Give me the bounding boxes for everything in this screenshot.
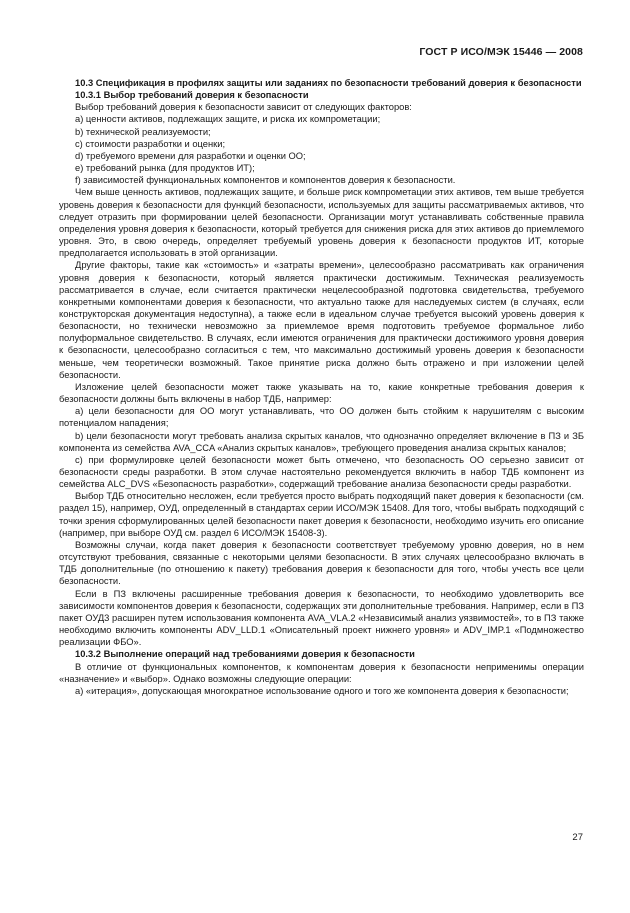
subsection-title: 10.3.2 Выполнение операций над требованиями доверия к безопасности [75,649,415,660]
paragraph: Изложение целей безопасности может также указывать на то, какие конкретные требования доверия к безопасности должны быть включены в набор ТДБ, например: [59,381,584,405]
list-item: с) стоимости разработки и оценки; [75,138,226,149]
page-number: 27 [572,832,583,843]
paragraph: Выбор требований доверия к безопасности зависит от следующих факторов: [75,102,412,113]
list-item: d) требуемого времени для разработки и оценки ОО; [75,150,306,161]
list-item: f) зависимостей функциональных компонентов и компонентов доверия к безопасности. [75,175,456,186]
list-item: а) ценности активов, подлежащих защите, и риска их компрометации; [75,114,381,125]
running-header: ГОСТ Р ИСО/МЭК 15446 — 2008 [419,46,583,58]
section-title: 10.3 Спецификация в профилях защиты или заданиях по безопасности требований доверия к безопасности [75,78,582,88]
document-body [59,77,584,697]
list-item: а) цели безопасности для ОО могут устанавливать, что ОО должен быть стойким к нарушителям с высоким потенциалом нападения; [59,406,584,429]
list-item: b) цели безопасности могут требовать анализа скрытых каналов, что однозначно определяет включение в ПЗ и ЗБ компонента из семейства AVA_CCA «Анализ скрытых каналов», требующего проведения анализа скрытых каналов; [59,430,584,453]
list-item: е) требований рынка (для продуктов ИТ); [75,163,255,174]
list-item: с) при формулировке целей безопасности может быть отмечено, что безопасность ОО серьезно зависит от безопасности среды разработки. В этом случае настоятельно рекомендуется включить в набор ТДБ компонент из семейства ALC_DVS «Безопасность разработки», содержащий требование анализа безопасности среды разработки. [59,454,584,490]
paragraph: Выбор ТДБ относительно несложен, если требуется просто выбрать подходящий пакет доверия к безопасности (см. раздел 15), например, ОУД, определенный в стандартах серии ИСО/МЭК 15408. Для того, чтобы выбрать подходящий с точки зрения сформулированных целей безопасности пакет доверия к безопасности, необходимо изучить его описание (например, при выборе ОУД см. раздел 6 ИСО/МЭК 15408-3). [59,491,584,538]
subsection-title: 10.3.1 Выбор требований доверия к безопасности [75,90,309,101]
list-item: b) технической реализуемости; [75,126,211,137]
paragraph: Возможны случаи, когда пакет доверия к безопасности соответствует требуемому уровню доверия, но в нем отсутствуют требования, связанные с некоторыми целями безопасности. В этих случаях целесообразно включать в ТДБ дополнительные (по отношению к пакету) требования доверия к безопасности для того, чтобы учесть все цели безопасности. [59,539,584,587]
paragraph: Чем выше ценность активов, подлежащих защите, и больше риск компрометации этих активов, тем выше требуется уровень доверия к безопасности для функций безопасности, используемых для защиты рассматриваемых активов, что следует отразить при формировании целей безопасности. Организации могут устанавливать собственные правила определения уровня доверия к безопасности, который требуется для снижения риска для этих активов до приемлемого уровня. Это, в свою очередь, определяет требуемый уровень доверия к безопасности продуктов ИТ, которые предполагается использовать в этой организации. [59,187,584,259]
list-item: а) «итерация», допускающая многократное использование одного и того же компонента доверия к безопасности; [75,685,569,696]
paragraph: В отличие от функциональных компонентов, к компонентам доверия к безопасности неприменимы операции «назначение» и «выбор». Однако возможны следующие операции: [59,661,584,684]
paragraph: Другие факторы, такие как «стоимость» и «затраты времени», целесообразно рассматривать как ограничения уровня доверия к безопасности, который является практически достижимым. Техническая реализуемость рассматривается в случае, если считается практически нецелесообразной подготовка свидетельства, требуемого конкретными компонентами доверия к безопасности, что актуально также для наследуемых систем (в случаях, если конструкторская документация недоступна), а также если в идеальном случае требуется высокий уровень доверия к безопасности, но технически невозможно за приемлемое время подготовить требуемое формальное либо полуформальное свидетельство. В случаях, если имеются ограничения для практически достижимого уровня доверия к безопасности, целесообразно согласиться с тем, что максимально достижимый уровень доверия к безопасности меньше, чем теоретически возможный. Такое принятие риска должно быть отражено и при изложении целей безопасности. [59,260,584,380]
paragraph: Если в ПЗ включены расширенные требования доверия к безопасности, то необходимо удовлетворить все зависимости компонентов доверия к безопасности, содержащих эти дополнительные требования. Например, если в ПЗ пакет ОУД3 расширен путем использования компонента AVA_VLA.2 «Независимый анализ уязвимостей», то в ПЗ также необходимо включить компоненты ADV_LLD.1 «Описательный проект нижнего уровня» и ADV_IMP.1 «Подмножество реализации ФБО». [59,588,584,648]
